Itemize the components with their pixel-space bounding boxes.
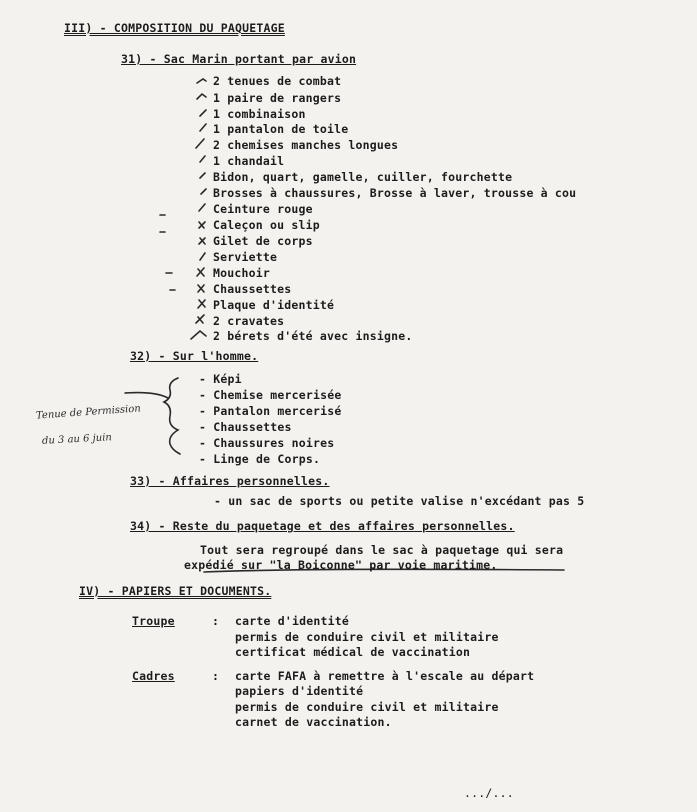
list-item: Caleçon ou slip (213, 218, 320, 232)
list-item: 2 tenues de combat (213, 74, 342, 88)
list-item: 2 cravates (213, 314, 285, 328)
list-item: Mouchoir (213, 266, 270, 280)
subsection-32-label: 32) - Sur l'homme. (130, 349, 259, 363)
subsection-33-label: 33) - Affaires personnelles. (130, 474, 330, 488)
handwritten-annotation: du 3 au 6 juin (41, 432, 113, 447)
list-item: 1 pantalon de toile (213, 122, 349, 136)
list-item: carte FAFA à remettre à l'escale au départ (235, 669, 535, 683)
handwritten-annotation: Tenue de Permission (35, 403, 142, 422)
page-continuation: .../... (464, 786, 514, 800)
troupe-colon: : (212, 614, 220, 628)
list-item: Bidon, quart, gamelle, cuiller, fourchette (213, 170, 513, 184)
list-item: certificat médical de vaccination (235, 645, 471, 659)
section-4-heading: IV) - PAPIERS ET DOCUMENTS. (79, 584, 272, 598)
list-item: Chaussettes (213, 282, 292, 296)
list-item: - Chaussettes (199, 420, 292, 434)
list-item: - Képi (199, 372, 242, 386)
list-item: permis de conduire civil et militaire (235, 630, 499, 644)
list-item: Gilet de corps (213, 234, 313, 248)
list-item: papiers d'identité (235, 684, 364, 698)
list-item: 1 paire de rangers (213, 91, 342, 105)
list-item: 1 chandail (213, 154, 285, 168)
list-item: Plaque d'identité (213, 298, 335, 312)
cadres-label: Cadres (132, 669, 175, 683)
list-item: carte d'identité (235, 614, 349, 628)
list-item: - Pantalon mercerisé (199, 404, 342, 418)
list-item: permis de conduire civil et militaire (235, 700, 499, 714)
subsection-34-text: Tout sera regroupé dans le sac à paquetage qui sera (200, 543, 564, 557)
list-item: Ceinture rouge (213, 202, 313, 216)
troupe-label: Troupe (132, 614, 175, 628)
subsection-34-text: expédié sur "la Boiconne" par voie maritime. (184, 558, 498, 572)
subsection-34-label: 34) - Reste du paquetage et des affaires personnelles. (130, 519, 515, 533)
list-item: - Chemise mercerisée (199, 388, 342, 402)
section-3-heading: III) - COMPOSITION DU PAQUETAGE (64, 21, 285, 35)
list-item: carnet de vaccination. (235, 715, 392, 729)
subsection-31-label: 31) - Sac Marin portant par avion (121, 52, 357, 66)
list-item: - Linge de Corps. (199, 452, 321, 466)
list-item: 1 combinaison (213, 107, 306, 121)
list-item: 2 chemises manches longues (213, 138, 399, 152)
list-item: Brosses à chaussures, Brosse à laver, trousse à cou (213, 186, 577, 200)
list-item: Serviette (213, 250, 278, 264)
list-item: - Chaussures noires (199, 436, 335, 450)
list-item: 2 bérets d'été avec insigne. (213, 329, 413, 343)
subsection-33-text: - un sac de sports ou petite valise n'excédant pas 5 (214, 494, 585, 508)
cadres-colon: : (212, 669, 220, 683)
